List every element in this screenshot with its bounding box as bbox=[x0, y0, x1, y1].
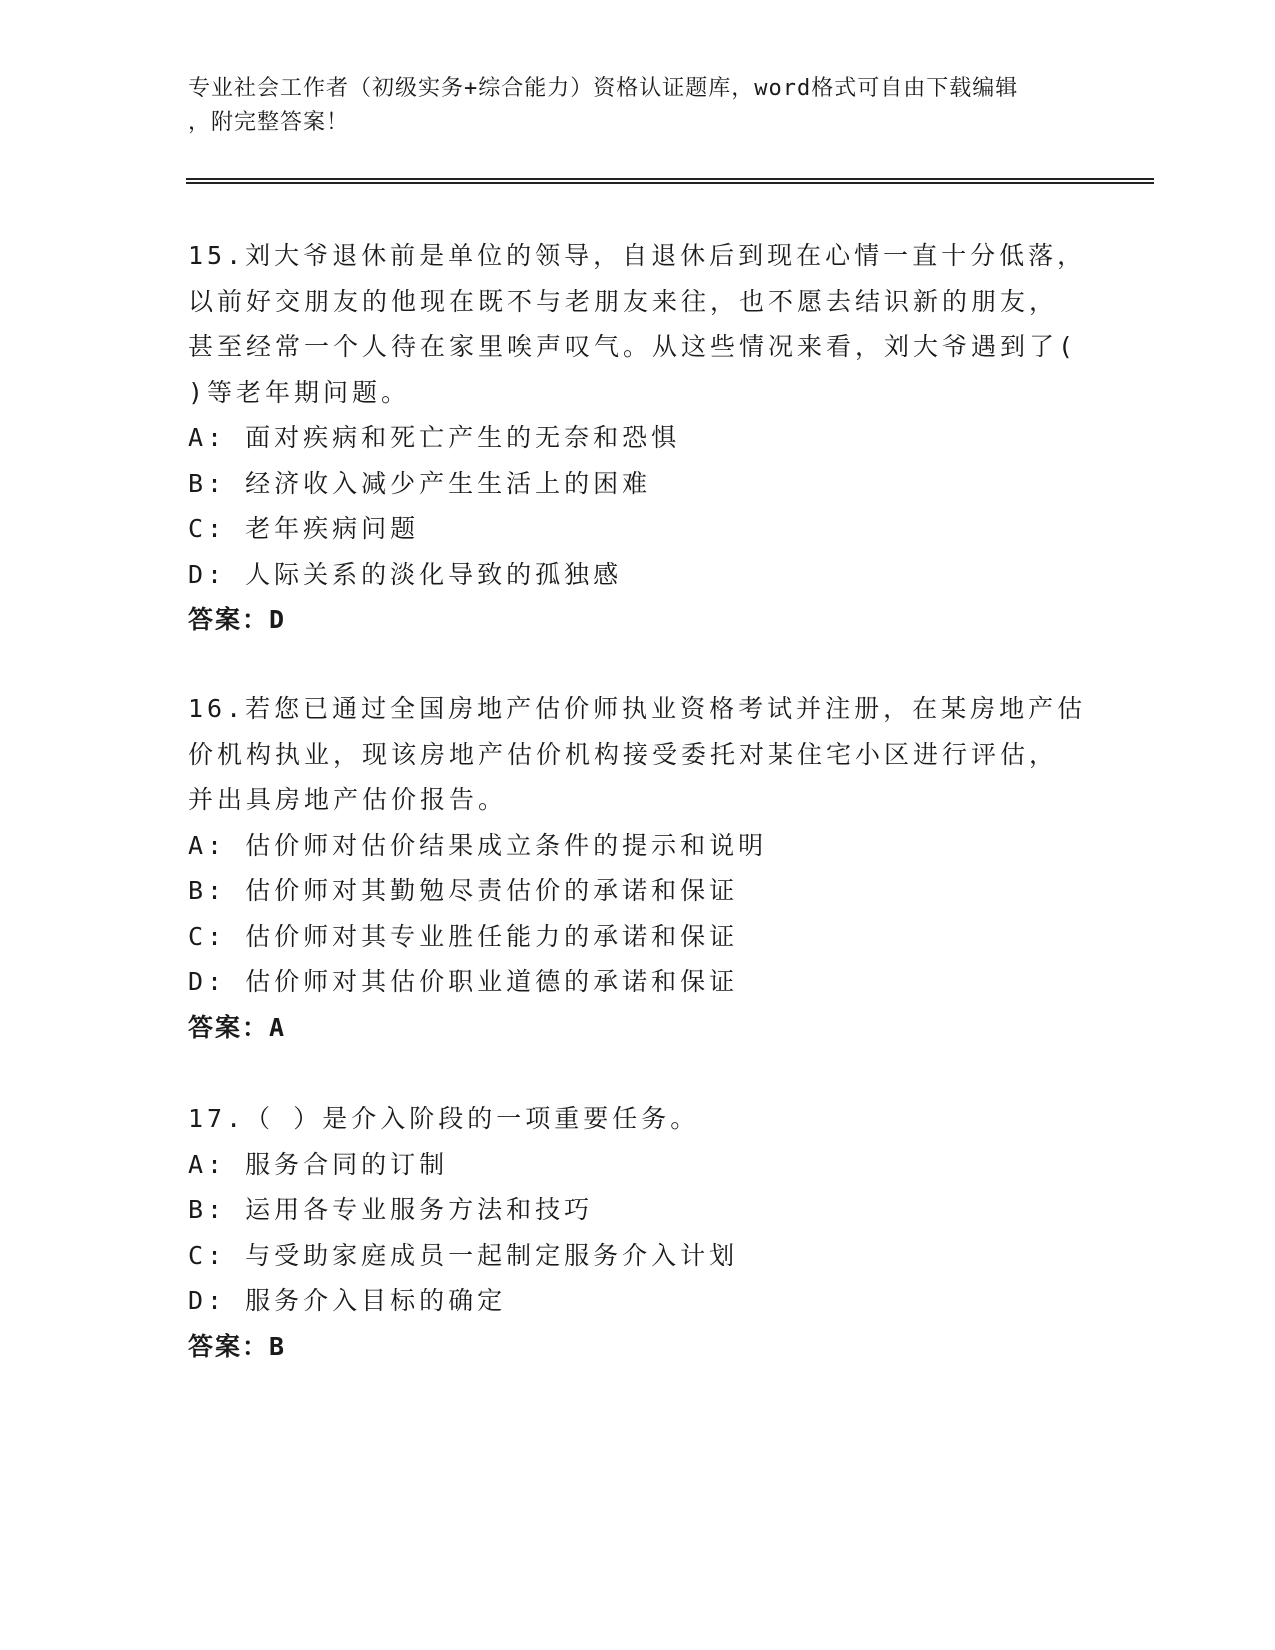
question-16 bbox=[188, 686, 1088, 1051]
question-stem-line: )等老年期问题。 bbox=[188, 377, 411, 407]
option-d: D: 估价师对其估价职业道德的承诺和保证 bbox=[188, 967, 739, 996]
option-a: A: 服务合同的订制 bbox=[188, 1149, 449, 1179]
answer-label: 答案：A bbox=[188, 1012, 287, 1042]
header-title-line2: ，附完整答案！ bbox=[188, 110, 350, 135]
question-stem-line: 价机构执业，现该房地产估价机构接受委托对某住宅小区进行评估， bbox=[188, 739, 1059, 769]
option-d: D: 服务介入目标的确定 bbox=[188, 1286, 507, 1315]
question-stem-line: 16.若您已通过全国房地产估价师执业资格考试并注册，在某房地产估 bbox=[188, 694, 1087, 723]
header-title-line1: 专业社会工作者（初级实务+综合能力）资格认证题库，word格式可自由下载编辑 bbox=[188, 76, 1019, 101]
question-15 bbox=[188, 233, 1088, 643]
question-stem-line: 17.（ ）是介入阶段的一项重要任务。 bbox=[188, 1104, 700, 1133]
option-b: B: 运用各专业服务方法和技巧 bbox=[188, 1195, 594, 1224]
question-stem-line: 并出具房地产估价报告。 bbox=[188, 785, 508, 814]
question-17 bbox=[188, 1096, 1088, 1370]
question-stem-line: 15.刘大爷退休前是单位的领导，自退休后到现在心情一直十分低落， bbox=[188, 241, 1087, 270]
question-stem-line: 甚至经常一个人待在家里唉声叹气。从这些情况来看，刘大爷遇到了( bbox=[188, 332, 1078, 361]
header-divider bbox=[186, 178, 1154, 184]
option-c: C: 估价师对其专业胜任能力的承诺和保证 bbox=[188, 921, 739, 951]
option-a: A: 估价师对估价结果成立条件的提示和说明 bbox=[188, 830, 768, 860]
question-stem-line: 以前好交朋友的他现在既不与老朋友来往，也不愿去结识新的朋友， bbox=[188, 286, 1059, 316]
option-c: C: 与受助家庭成员一起制定服务介入计划 bbox=[188, 1240, 739, 1270]
option-a: A: 面对疾病和死亡产生的无奈和恐惧 bbox=[188, 423, 681, 452]
option-c: C: 老年疾病问题 bbox=[188, 514, 420, 543]
option-b: B: 估价师对其勤勉尽责估价的承诺和保证 bbox=[188, 876, 739, 905]
answer-label: 答案：B bbox=[188, 1331, 287, 1361]
document-header bbox=[188, 72, 1088, 140]
option-d: D: 人际关系的淡化导致的孤独感 bbox=[188, 559, 623, 589]
answer-label: 答案：D bbox=[188, 605, 287, 634]
option-b: B: 经济收入减少产生生活上的困难 bbox=[188, 468, 652, 498]
